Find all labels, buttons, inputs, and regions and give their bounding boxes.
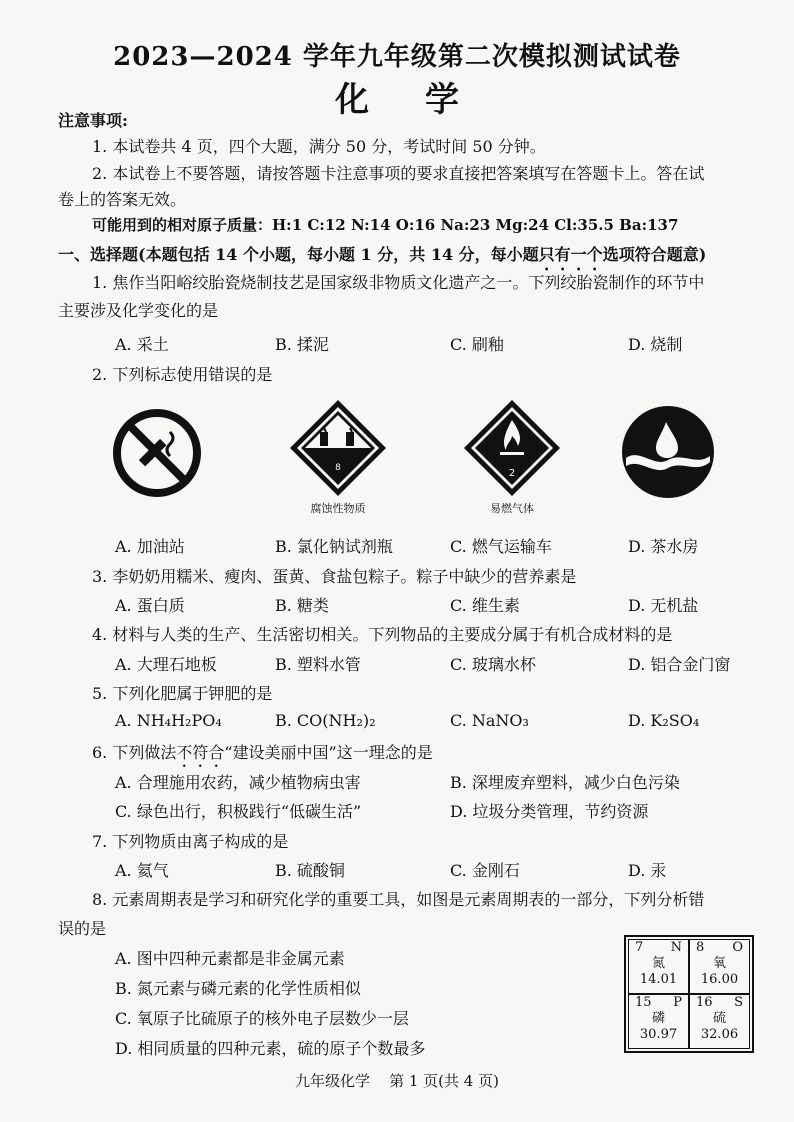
element-cell-sulfur: [689, 994, 750, 1049]
q7-option-a: A. 氦气: [115, 861, 169, 880]
notes-heading: 注意事项:: [58, 111, 128, 130]
corrosive-class-number: 8: [335, 463, 341, 473]
q7-option-d: D. 汞: [628, 861, 667, 880]
page-footer: 九年级化学 第 1 页(共 4 页): [295, 1072, 499, 1090]
element-symbol: P: [673, 995, 682, 1010]
element-number: 7: [635, 940, 644, 955]
flammable-class-number: 2: [508, 468, 516, 479]
section-1-heading-emphasis: 只有一个: [538, 245, 603, 264]
water-saving-sign-icon: [620, 404, 716, 500]
q2-stem: 2. 下列标志使用错误的是: [92, 365, 273, 384]
q5-option-d: D. K₂SO₄: [628, 711, 700, 730]
q1-option-a: A. 采土: [115, 335, 169, 354]
q1-option-d: D. 烧制: [628, 335, 683, 354]
q4-stem: 4. 材料与人类的生产、生活密切相关。下列物品的主要成分属于有机合成材料的是: [92, 625, 673, 644]
section-1-heading-post: 选项符合题意): [602, 245, 707, 264]
q2-option-b: B. 氯化钠试剂瓶: [275, 537, 393, 556]
q6-option-d: D. 垃圾分类管理，节约资源: [450, 802, 649, 821]
element-cell-nitrogen: [628, 939, 689, 994]
flammable-gas-sign-icon: [462, 398, 562, 498]
q8-option-c: C. 氧原子比硫原子的核外电子层数少一层: [115, 1009, 409, 1028]
element-name: 硫: [712, 1011, 726, 1026]
flammable-sign-caption: 易燃气体: [490, 502, 534, 515]
element-name: 氮: [651, 956, 665, 971]
q6-option-c: C. 绿色出行，积极践行“低碳生活”: [115, 802, 362, 821]
corrosive-substance-sign-icon: [288, 398, 388, 498]
element-name: 磷: [651, 1011, 665, 1026]
q5-option-c: C. NaNO₃: [450, 711, 529, 730]
q8-stem-b: 误的是: [58, 919, 107, 938]
element-number: 8: [696, 940, 705, 955]
element-cell-phosphorus: [628, 994, 689, 1049]
q8-option-b: B. 氮元素与磷元素的化学性质相似: [115, 979, 361, 998]
q4-option-c: C. 玻璃水杯: [450, 655, 536, 674]
q6-stem-emphasis: 不符合: [176, 743, 225, 762]
q7-stem: 7. 下列物质由离子构成的是: [92, 832, 289, 851]
note-item-2a: 2. 本试卷上不要答题，请按答题卡注意事项的要求直接把答案填写在答题卡上。答在试: [92, 164, 705, 183]
q5-stem: 5. 下列化肥属于钾肥的是: [92, 684, 273, 703]
element-name: 氧: [712, 956, 726, 971]
element-symbol: S: [734, 995, 743, 1010]
exam-title: 2023—2024 学年九年级第二次模拟测试试卷: [113, 42, 681, 72]
note-item-2b: 卷上的答案无效。: [58, 190, 187, 209]
element-symbol: N: [670, 940, 682, 955]
q7-option-b: B. 硫酸铜: [275, 861, 345, 880]
q6-stem-post: “建设美丽中国”这一理念的是: [224, 743, 433, 762]
no-smoking-sign-icon: [112, 408, 202, 498]
q1-option-b: B. 揉泥: [275, 335, 329, 354]
q6-stem: [92, 740, 433, 771]
element-number: 16: [696, 995, 713, 1010]
q5-option-a: A. NH₄H₂PO₄: [115, 711, 222, 730]
q4-option-b: B. 塑料水管: [275, 655, 361, 674]
q8-option-d: D. 相同质量的四种元素，硫的原子个数最多: [115, 1039, 426, 1058]
element-mass: 30.97: [639, 1027, 678, 1042]
element-cell-oxygen: [689, 939, 750, 994]
q1-stem-a: 1. 焦作当阳峪绞胎瓷烧制技艺是国家级非物质文化遗产之一。下列绞胎瓷制作的环节中: [92, 273, 705, 292]
element-mass: 16.00: [700, 972, 739, 987]
subject-title: 化学: [335, 80, 515, 120]
element-mass: 32.06: [700, 1027, 739, 1042]
q4-option-a: A. 大理石地板: [115, 655, 217, 674]
q3-option-b: B. 糖类: [275, 596, 329, 615]
q8-option-a: A. 图中四种元素都是非金属元素: [115, 949, 345, 968]
q2-option-a: A. 加油站: [115, 537, 185, 556]
corrosive-sign-caption: 腐蚀性物质: [310, 502, 366, 515]
q3-option-a: A. 蛋白质: [115, 596, 185, 615]
q2-option-d: D. 茶水房: [628, 537, 699, 556]
q1-stem-b: 主要涉及化学变化的是: [58, 301, 219, 320]
element-number: 15: [635, 995, 652, 1010]
q7-option-c: C. 金刚石: [450, 861, 520, 880]
note-item-1: 1. 本试卷共 4 页，四个大题，满分 50 分，考试时间 50 分钟。: [92, 137, 546, 156]
q3-option-c: C. 维生素: [450, 596, 520, 615]
q3-stem: 3. 李奶奶用糯米、瘦肉、蛋黄、食盐包粽子。粽子中缺少的营养素是: [92, 567, 577, 586]
section-1-heading-pre: 一、选择题(本题包括 14 个小题，每小题 1 分，共 14 分，每小题: [58, 245, 539, 264]
periodic-table-excerpt: [624, 935, 754, 1053]
q8-stem-a: 8. 元素周期表是学习和研究化学的重要工具，如图是元素周期表的一部分，下列分析错: [92, 890, 705, 909]
element-mass: 14.01: [639, 972, 678, 987]
q5-option-b: B. CO(NH₂)₂: [275, 711, 376, 730]
q6-stem-pre: 6. 下列做法: [92, 743, 177, 762]
q3-option-d: D. 无机盐: [628, 596, 699, 615]
q1-option-c: C. 刷釉: [450, 335, 504, 354]
element-symbol: O: [732, 940, 743, 955]
q6-option-b: B. 深埋废弃塑料，减少白色污染: [450, 773, 680, 792]
q4-option-d: D. 铝合金门窗: [628, 655, 731, 674]
q6-option-a: A. 合理施用农药，减少植物病虫害: [115, 773, 361, 792]
q2-option-c: C. 燃气运输车: [450, 537, 552, 556]
atomic-mass-line: 可能用到的相对原子质量：H:1 C:12 N:14 O:16 Na:23 Mg:24 Cl:35.5 Ba:137: [92, 216, 679, 234]
